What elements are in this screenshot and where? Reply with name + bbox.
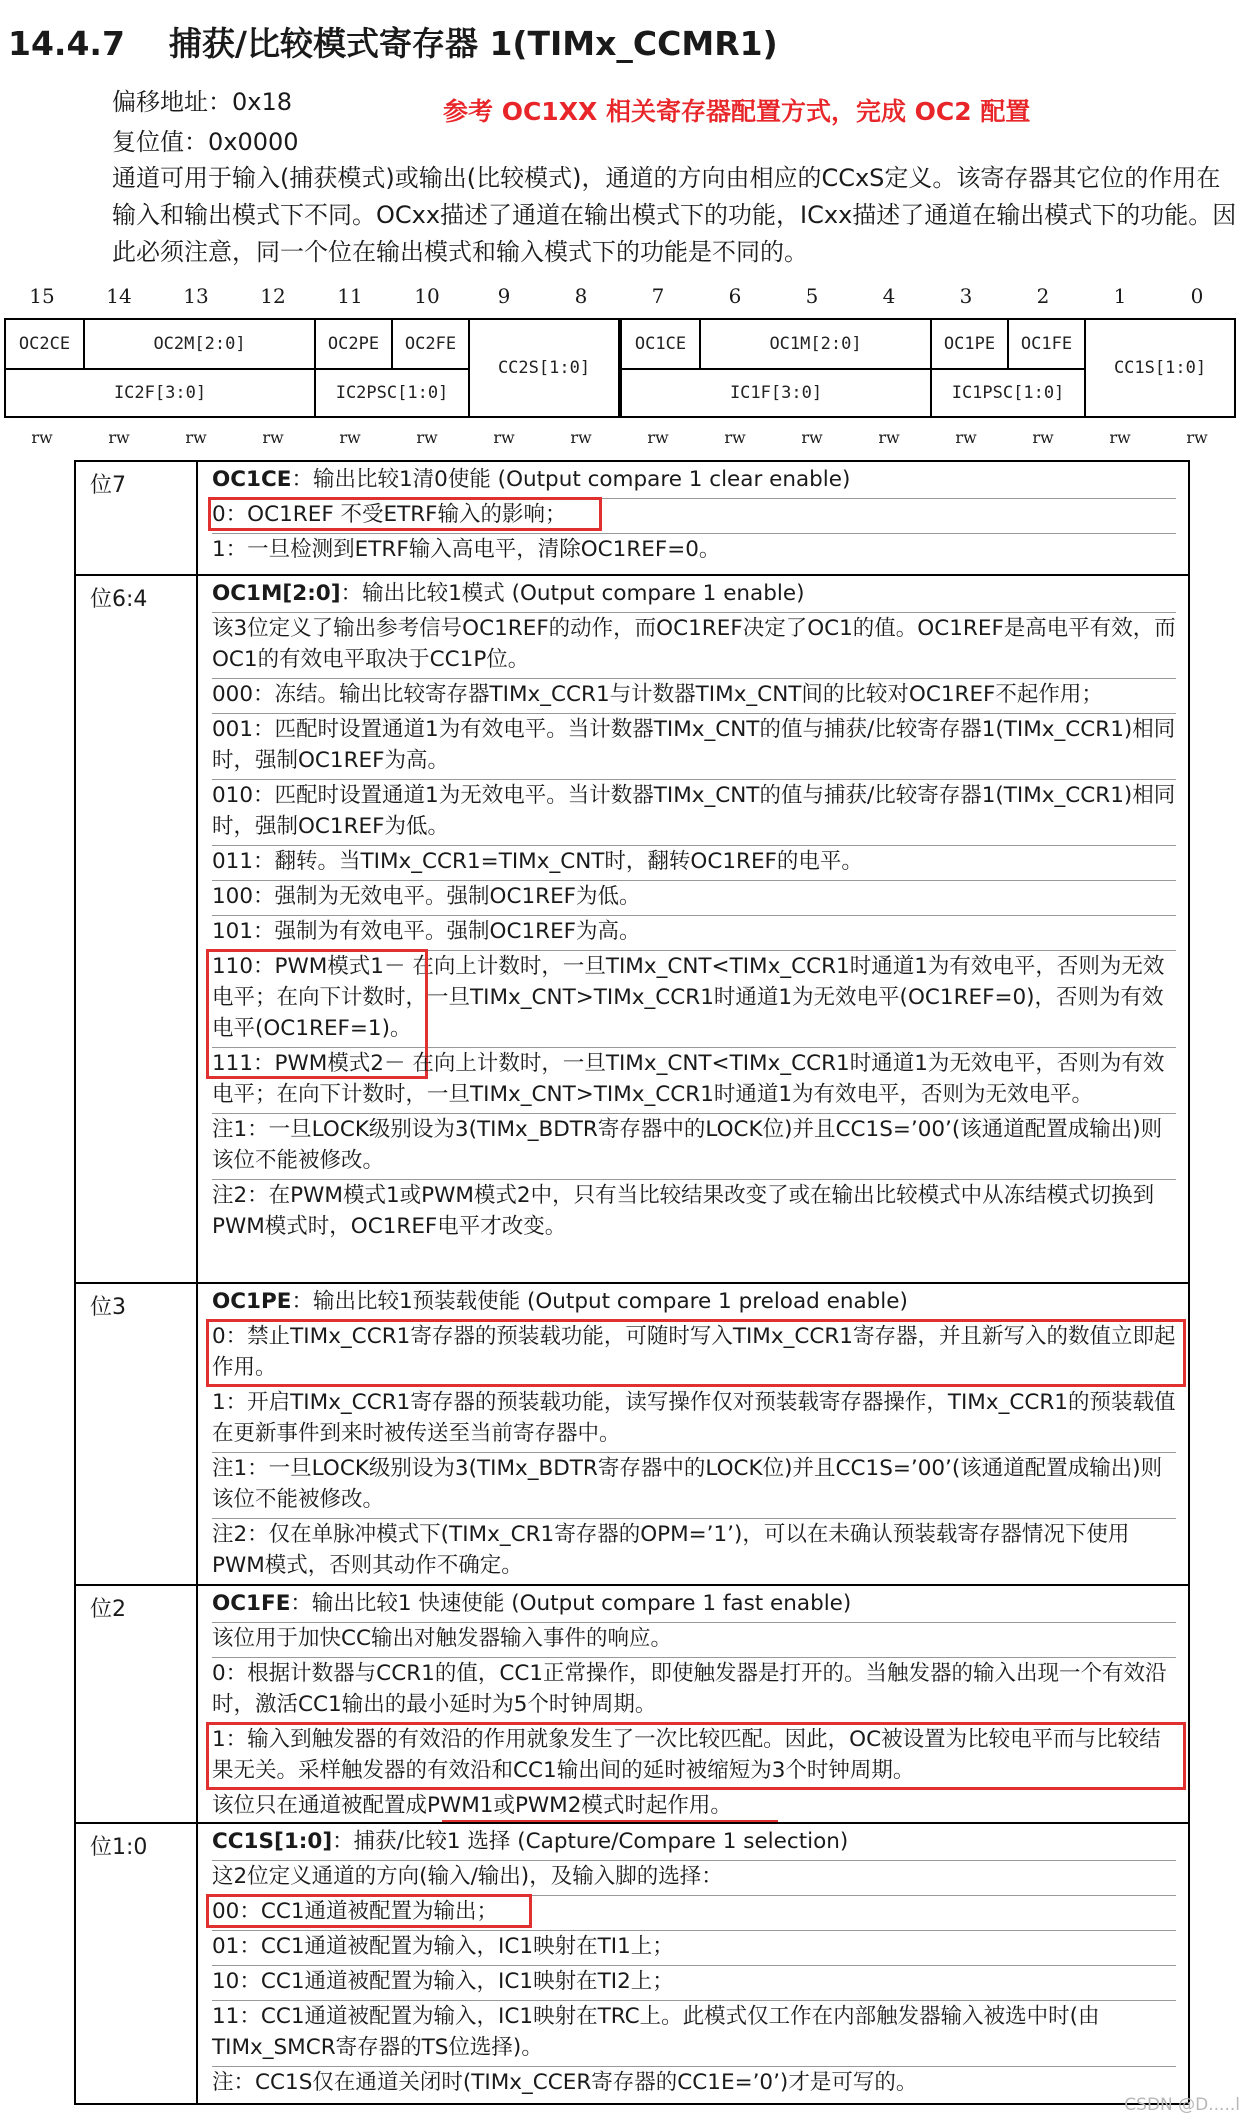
access-type: rw <box>801 428 823 447</box>
bit-number: 14 <box>106 284 132 308</box>
field-ic1psc: IC1PSC[1:0] <box>930 368 1084 416</box>
bit-number: 10 <box>414 284 440 308</box>
desc-line: 0：禁止TIMx_CCR1寄存器的预装载功能，可随时写入TIMx_CCR1寄存器，并且新写入的数值立即起作用。 <box>212 1321 1176 1387</box>
bit-number: 1 <box>1113 284 1127 308</box>
field-ic1f: IC1F[3:0] <box>622 368 930 416</box>
desc-line: 1：开启TIMx_CCR1寄存器的预装载功能，读写操作仅对预装载寄存器操作，TIMx_CCR1的预装载值在更新事件到来时被传送至当前寄存器中。 <box>212 1387 1176 1453</box>
reset-value: 复位值：0x0000 <box>112 128 299 156</box>
bit-number: 6 <box>728 284 742 308</box>
access-type: rw <box>570 428 592 447</box>
watermark: CSDN @D.....l <box>1124 2095 1240 2115</box>
desc-line: 11：CC1通道被配置为输入，IC1映射在TRC上。此模式仅工作在内部触发器输入被选中时(由TIMx_SMCR寄存器的TS位选择)。 <box>212 2001 1176 2067</box>
desc-line: 001：匹配时设置通道1为有效电平。当计数器TIMx_CNT的值与捕获/比较寄存器1(TIMx_CCR1)相同时，强制OC1REF为高。 <box>212 714 1176 780</box>
access-row <box>0 428 1246 450</box>
field-name: OC1FE <box>212 1591 291 1616</box>
intro-paragraph: 通道可用于输入(捕获模式)或输出(比较模式)，通道的方向由相应的CCxS定义。该寄存器其它位的作用在输入和输出模式下不同。OCxx描述了通道在输出模式下的功能，ICxx描述了通道在输出模式下的功能。因此必须注意，同一个位在输出模式和输入模式下的功能是不同的。 <box>112 164 1237 266</box>
desc-line: 1：一旦检测到ETRF输入高电平，清除OC1REF=0。 <box>212 537 721 562</box>
access-type: rw <box>339 428 361 447</box>
red-annotation-note: 参考 OC1XX 相关寄存器配置方式，完成 OC2 配置 <box>443 97 1031 126</box>
section-bit3 <box>76 1282 1188 1584</box>
field-name: OC1PE <box>212 1289 292 1314</box>
field-ic2psc: IC2PSC[1:0] <box>314 368 468 416</box>
section-heading <box>8 18 778 65</box>
desc-line: 101：强制为有效电平。强制OC1REF为高。 <box>212 916 1176 951</box>
section-title: 捕获/比较模式寄存器 1(TIMx_CCMR1) <box>168 24 778 63</box>
access-type: rw <box>647 428 669 447</box>
register-low-byte <box>620 318 1236 418</box>
bit-number: 2 <box>1036 284 1050 308</box>
bit-label: 位3 <box>90 1295 126 1320</box>
field-heading: OC1PE：输出比较1预装载使能 (Output compare 1 preload enable) <box>212 1286 1176 1321</box>
bit-number: 0 <box>1190 284 1204 308</box>
bit-label: 位2 <box>90 1597 126 1622</box>
bit-number-row <box>0 284 1246 312</box>
field-oc1fe: OC1FE <box>1007 320 1084 368</box>
field-heading: OC1FE：输出比较1 快速使能 (Output compare 1 fast enable) <box>212 1588 1176 1623</box>
field-heading: OC1M[2:0]：输出比较1模式 (Output compare 1 enable) <box>212 578 1176 613</box>
desc-line: 1：输入到触发器的有效沿的作用就象发生了一次比较匹配。因此，OC被设置为比较电平而与比较结果无关。采样触发器的有效沿和CC1输出间的延时被缩短为3个时钟周期。 <box>212 1724 1176 1790</box>
section-bits6-4 <box>76 574 1188 1282</box>
access-type: rw <box>878 428 900 447</box>
bit-number: 9 <box>497 284 511 308</box>
field-oc1ce: OC1CE <box>634 334 687 354</box>
bit-number: 7 <box>651 284 665 308</box>
desc-line: 该3位定义了输出参考信号OC1REF的动作，而OC1REF决定了OC1的值。OC1REF是高电平有效，而OC1的有效电平取决于CC1P位。 <box>212 613 1176 679</box>
desc-line: 注1：一旦LOCK级别设为3(TIMx_BDTR寄存器中的LOCK位)并且CC1S=’00’(该通道配置成输出)则该位不能被修改。 <box>212 1114 1176 1180</box>
bit-label: 位1:0 <box>90 1835 148 1860</box>
bit-number: 11 <box>337 284 363 308</box>
bit-number: 12 <box>260 284 286 308</box>
desc-line: 10：CC1通道被配置为输入，IC1映射在TI2上； <box>212 1966 1176 2001</box>
field-oc2fe: OC2FE <box>391 320 468 368</box>
desc-line: 100：强制为无效电平。强制OC1REF为低。 <box>212 881 1176 916</box>
desc-line: 011：翻转。当TIMx_CCR1=TIMx_CNT时，翻转OC1REF的电平。 <box>212 846 1176 881</box>
bit-number: 4 <box>882 284 896 308</box>
field-heading: OC1CE：输出比较1清0使能 (Output compare 1 clear enable) <box>212 464 1176 499</box>
section-number: 14.4.7 <box>8 24 125 63</box>
section-bits1-0 <box>76 1822 1188 2103</box>
bit-number: 13 <box>183 284 209 308</box>
access-type: rw <box>416 428 438 447</box>
desc-line: 00：CC1通道被配置为输出； <box>212 1896 1176 1931</box>
bit-number: 3 <box>959 284 973 308</box>
desc-line: 110：PWM模式1－ 在向上计数时，一旦TIMx_CNT<TIMx_CCR1时通道1为有效电平，否则为无效电平；在向下计数时，一旦TIMx_CNT>TIMx_CCR1时通道1为无效电平(OC1REF=0)，否则为有效电平(OC1REF=1)。 <box>212 951 1176 1048</box>
bit-description-table <box>74 460 1190 2105</box>
access-type: rw <box>1186 428 1208 447</box>
bit-label: 位6:4 <box>90 587 148 612</box>
field-name: OC1CE <box>212 467 292 492</box>
bit-number: 8 <box>574 284 588 308</box>
field-cc2s: CC2S[1:0] <box>468 320 618 416</box>
bit-number: 5 <box>805 284 819 308</box>
bit-number: 15 <box>29 284 55 308</box>
field-ic2f: IC2F[3:0] <box>6 368 314 416</box>
desc-line: 注：CC1S仅在通道关闭时(TIMx_CCER寄存器的CC1E=’0’)才是可写的。 <box>212 2070 918 2095</box>
desc-line: 111：PWM模式2－ 在向上计数时，一旦TIMx_CNT<TIMx_CCR1时通道1为无效电平，否则为有效电平；在向下计数时，一旦TIMx_CNT>TIMx_CCR1时通道1为有效电平，否则为无效电平。 <box>212 1048 1176 1114</box>
desc-line: 注1：一旦LOCK级别设为3(TIMx_BDTR寄存器中的LOCK位)并且CC1S=’00’(该通道配置成输出)则该位不能被修改。 <box>212 1453 1176 1519</box>
register-high-byte <box>4 318 620 418</box>
field-oc1pe: OC1PE <box>930 320 1007 368</box>
section-bit2 <box>76 1584 1188 1822</box>
access-type: rw <box>31 428 53 447</box>
access-type: rw <box>493 428 515 447</box>
desc-line: 0：OC1REF 不受ETRF输入的影响； <box>212 499 1176 534</box>
access-type: rw <box>185 428 207 447</box>
section-bit7 <box>76 462 1188 574</box>
access-type: rw <box>1032 428 1054 447</box>
access-type: rw <box>955 428 977 447</box>
field-oc2m: OC2M[2:0] <box>83 320 314 368</box>
offset-address: 偏移地址：0x18 <box>112 88 293 116</box>
field-oc2ce: OC2CE <box>18 334 71 354</box>
access-type: rw <box>262 428 284 447</box>
desc-line: 这2位定义通道的方向(输入/输出)，及输入脚的选择： <box>212 1861 1176 1896</box>
desc-line: 01：CC1通道被配置为输入，IC1映射在TI1上； <box>212 1931 1176 1966</box>
desc-line: 注2：在PWM模式1或PWM模式2中，只有当比较结果改变了或在输出比较模式中从冻结模式切换到PWM模式时，OC1REF电平才改变。 <box>212 1183 1155 1239</box>
bit-label: 位7 <box>90 473 126 498</box>
field-cc1s: CC1S[1:0] <box>1084 320 1234 416</box>
access-type: rw <box>724 428 746 447</box>
field-oc2pe: OC2PE <box>314 320 391 368</box>
desc-line: 该位只在通道被配置成PWM1或PWM2模式时起作用。 <box>212 1790 1176 1824</box>
desc-line: 注2：仅在单脉冲模式下(TIMx_CR1寄存器的OPM=’1’)，可以在未确认预装载寄存器情况下使用PWM模式，否则其动作不确定。 <box>212 1522 1130 1578</box>
desc-line: 010：匹配时设置通道1为无效电平。当计数器TIMx_CNT的值与捕获/比较寄存器1(TIMx_CCR1)相同时，强制OC1REF为低。 <box>212 780 1176 846</box>
desc-line: 0：根据计数器与CCR1的值，CC1正常操作，即使触发器是打开的。当触发器的输入出现一个有效沿时，激活CC1输出的最小延时为5个时钟周期。 <box>212 1658 1176 1724</box>
field-name: OC1M[2:0] <box>212 581 341 606</box>
field-oc1m: OC1M[2:0] <box>699 320 930 368</box>
access-type: rw <box>1109 428 1131 447</box>
desc-line: 该位用于加快CC输出对触发器输入事件的响应。 <box>212 1623 1176 1658</box>
field-name: CC1S[1:0] <box>212 1829 333 1854</box>
desc-line: 000：冻结。输出比较寄存器TIMx_CCR1与计数器TIMx_CNT间的比较对OC1REF不起作用； <box>212 679 1176 714</box>
access-type: rw <box>108 428 130 447</box>
field-heading: CC1S[1:0]：捕获/比较1 选择 (Capture/Compare 1 selection) <box>212 1826 1176 1861</box>
